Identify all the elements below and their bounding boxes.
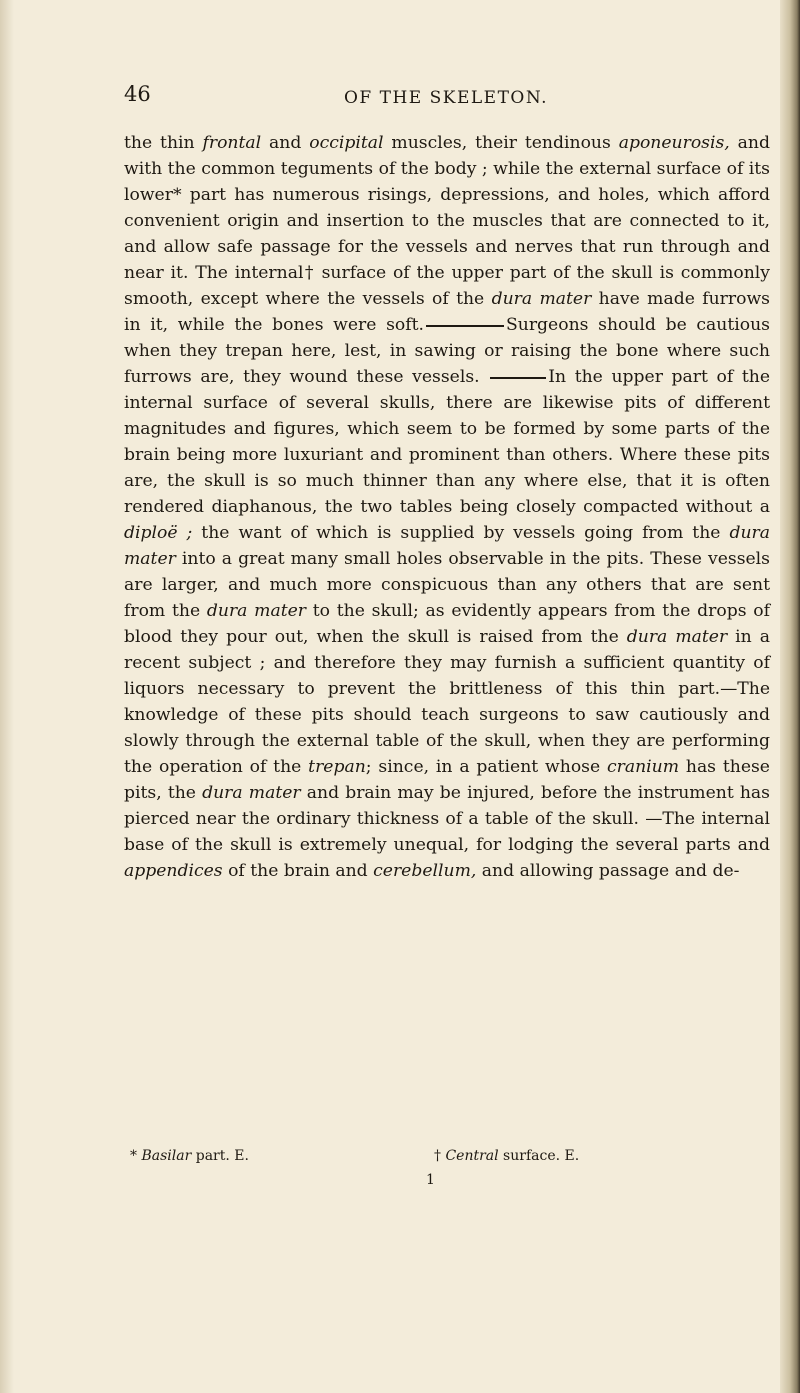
text-run: in a recent subject ; and therefore they may furnish a sufficient quantity of liquors necessary to prevent the brittleness of this thin part.—The knowledge of these pits should teach surgeons to saw cautiously and slowly through the external table of the skull, when they are performing the operation of the — [124, 627, 776, 777]
signature-mark: 1 — [426, 1172, 435, 1188]
italic-term: dura mater — [206, 601, 307, 621]
text-run: have made furrows in it, while the bones were soft. — [124, 289, 776, 335]
italic-term: dura mater — [124, 523, 776, 569]
italic-term: diploë ; — [124, 523, 193, 543]
running-head: OF THE SKELETON. — [344, 88, 549, 108]
italic-term: trepan — [308, 757, 366, 777]
italic-term: appendices — [124, 861, 223, 881]
footnote-mark: † — [434, 1148, 441, 1164]
page-header — [124, 82, 784, 116]
footnote-basilar — [130, 1148, 249, 1164]
footnote-mark: * — [130, 1148, 137, 1164]
text-run: the want of which is supplied by vessels going from the — [192, 523, 730, 543]
italic-term: dura mater — [626, 627, 728, 647]
text-run: and allowing passage and de- — [476, 861, 740, 881]
text-run: to the skull; as evidently appears from the drops of blood they pour out, when the skull is raised from the — [124, 601, 776, 647]
text-run: and with the common teguments of the body ; while the external surface of its lower* part has numerous risings, depressions, and holes, which afford convenient origin and insertion to the muscles that are connected to it, and allow safe passage for the vessels and nerves that run through and near it. The internal† surface of the upper part of the skull is commonly smooth, except where the vessels of the — [124, 133, 776, 309]
italic-term: frontal — [202, 133, 262, 153]
page-number: 46 — [124, 82, 151, 106]
text-run: Surgeons should be cautious when they trepan here, lest, in sawing or raising the bone where such furrows are, they wound these vessels. — [124, 315, 776, 387]
text-run: and — [261, 133, 310, 153]
footnote-text: surface. E. — [498, 1148, 580, 1164]
italic-term: occipital — [309, 133, 384, 153]
text-run: has these pits, the — [124, 757, 776, 803]
text-run: muscles, their tendinous — [383, 133, 619, 153]
text-run: and brain may be injured, before the instrument has pierced near the ordinary thickness of a table of the skull. —The internal base of the skull is extremely unequal, for lodging the several parts and — [124, 783, 776, 855]
footnote-term: Basilar — [141, 1148, 192, 1164]
footnote-text: part. E. — [191, 1148, 249, 1164]
rule-dash — [490, 377, 546, 379]
body-text — [124, 130, 776, 1050]
footnotes — [130, 1148, 750, 1174]
rule-dash — [426, 325, 504, 327]
page-edge — [780, 0, 800, 1393]
italic-term: dura mater — [491, 289, 592, 309]
italic-term: cranium — [607, 757, 680, 777]
text-run: ; since, in a patient whose — [365, 757, 607, 777]
text-run: of the brain and — [222, 861, 374, 881]
text-run: In the upper part of the internal surface of several skulls, there are likewise pits of different magnitudes and figures, which seem to be formed by some parts of the brain being more luxuriant and prominent than others. Where these pits are, the skull is so much thinner than any where else, that it is often rendered diaphanous, the two tables being closely compacted without a — [124, 367, 776, 517]
footnote-central — [434, 1148, 579, 1164]
gutter-shadow — [0, 0, 14, 1393]
italic-term: cerebellum, — [373, 861, 477, 881]
text-run: into a great many small holes observable in the pits. These vessels are larger, and much more conspicuous than any others that are sent from the — [124, 549, 776, 621]
italic-term: aponeurosis, — [618, 133, 730, 153]
italic-term: dura mater — [202, 783, 301, 803]
footnote-term: Central — [445, 1148, 499, 1164]
text-run: the thin — [124, 133, 203, 153]
